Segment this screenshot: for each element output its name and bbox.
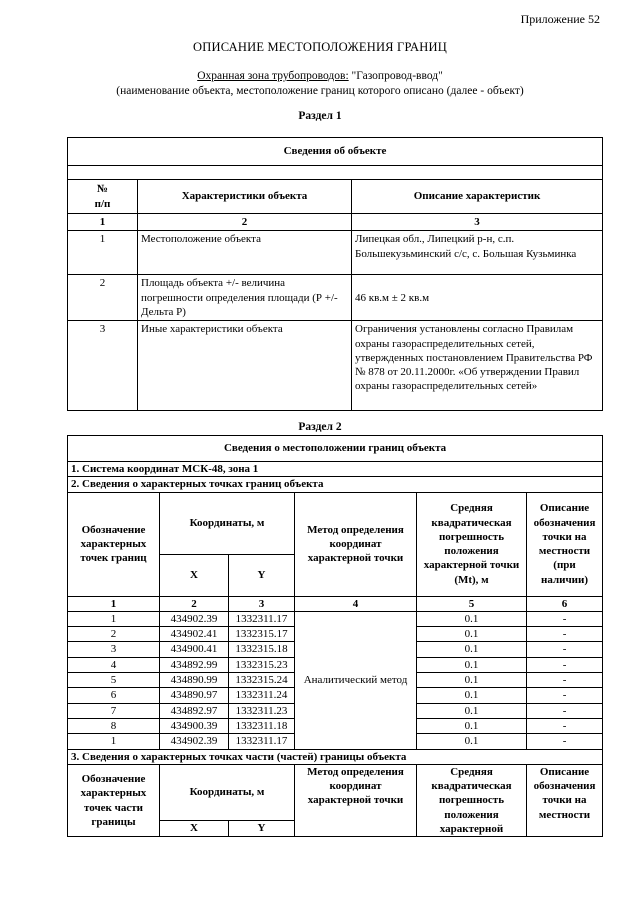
point-x: 434900.41 [160, 642, 229, 657]
row-no: 1 [68, 231, 138, 275]
coord-system: 1. Система координат МСК-48, зона 1 [68, 462, 603, 477]
point-x: 434890.97 [160, 688, 229, 703]
point-error: 0.1 [417, 657, 527, 672]
col-method-part-header: Метод определения координат характерной точки [295, 764, 417, 836]
point-y: 1332311.24 [229, 688, 295, 703]
num-cell: 6 [527, 596, 603, 611]
row-desc: Ограничения установлены согласно Правилам охраны газораспределительных сетей, утвержденных постановлением Правительства РФ № 878 от 20.11.2000г. «Об утверждении Правил охраны газораспределительных сетей» [352, 321, 603, 411]
row-no: 2 [68, 275, 138, 321]
zone-line [0, 70, 640, 82]
col-point-part-header: Обозначение характерных точек части границы [68, 764, 160, 836]
point-id: 6 [68, 688, 160, 703]
point-description: - [527, 657, 603, 672]
point-description: - [527, 734, 603, 749]
table-row [68, 231, 603, 275]
zone-note: (наименование объекта, местоположение границ которого описано (далее - объект) [116, 85, 524, 97]
col-x-header: X [160, 554, 229, 596]
boundary-title: Сведения о местоположении границ объекта [68, 436, 603, 462]
row-char: Площадь объекта +/- величина погрешности определения площади (Р +/- Дельта Р) [138, 275, 352, 321]
num-cell: 3 [352, 214, 603, 231]
point-error: 0.1 [417, 642, 527, 657]
point-description: - [527, 703, 603, 718]
point-y: 1332315.24 [229, 673, 295, 688]
col-char-header: Характеристики объекта [138, 180, 352, 214]
point-x: 434902.39 [160, 611, 229, 626]
row-char: Иные характеристики объекта [138, 321, 352, 411]
row-char: Местоположение объекта [138, 231, 352, 275]
point-error: 0.1 [417, 627, 527, 642]
boundary-table [67, 435, 603, 837]
num-cell: 2 [138, 214, 352, 231]
num-cell: 2 [160, 596, 229, 611]
num-cell: 3 [229, 596, 295, 611]
point-description: - [527, 642, 603, 657]
col-method-header: Метод определения координат характерной точки [295, 492, 417, 596]
point-description: - [527, 688, 603, 703]
col-point-header: Обозначение характерных точек границ [68, 492, 160, 596]
point-id: 4 [68, 657, 160, 672]
point-id: 2 [68, 627, 160, 642]
col-descr-header: Описание обозначения точки на местности (при наличии) [527, 492, 603, 596]
point-error: 0.1 [417, 718, 527, 733]
col-desc-header: Описание характеристик [352, 180, 603, 214]
point-error: 0.1 [417, 703, 527, 718]
point-x: 434900.39 [160, 718, 229, 733]
point-x: 434892.97 [160, 703, 229, 718]
num-cell: 4 [295, 596, 417, 611]
point-y: 1332311.18 [229, 718, 295, 733]
point-x: 434902.39 [160, 734, 229, 749]
point-x: 434890.99 [160, 673, 229, 688]
col-y-part-header: Y [229, 820, 295, 836]
row-desc: Липецкая обл., Липецкий р-н, с.п. Большекузьминский с/с, с. Большая Кузьминка [352, 231, 603, 275]
row-desc: 46 кв.м ± 2 кв.м [352, 275, 603, 321]
point-y: 1332315.18 [229, 642, 295, 657]
col-descr-part-header: Описание обозначения точки на местности [527, 764, 603, 836]
table-row [68, 611, 603, 626]
table-row [68, 275, 603, 321]
part-points-subtitle: 3. Сведения о характерных точках части (частей) границы объекта [68, 749, 603, 764]
num-cell: 1 [68, 214, 138, 231]
col-error-header: Средняя квадратическая погрешность положения характерной точки (Mt), м [417, 492, 527, 596]
point-error: 0.1 [417, 734, 527, 749]
point-y: 1332311.23 [229, 703, 295, 718]
point-id: 1 [68, 734, 160, 749]
point-id: 8 [68, 718, 160, 733]
point-y: 1332311.17 [229, 611, 295, 626]
point-description: - [527, 673, 603, 688]
object-info-title: Сведения об объекте [68, 138, 603, 166]
zone-name: "Газопровод-ввод" [351, 70, 443, 82]
point-error: 0.1 [417, 688, 527, 703]
point-id: 3 [68, 642, 160, 657]
col-coords-part-header: Координаты, м [160, 764, 295, 820]
point-id: 7 [68, 703, 160, 718]
point-error: 0.1 [417, 611, 527, 626]
point-description: - [527, 718, 603, 733]
document-title: ОПИСАНИЕ МЕСТОПОЛОЖЕНИЯ ГРАНИЦ [193, 40, 447, 54]
points-subtitle: 2. Сведения о характерных точках границ объекта [68, 477, 603, 492]
zone-label: Охранная зона трубопроводов: [197, 70, 349, 82]
col-error-part-header: Средняя квадратическая погрешность положения характерной [417, 764, 527, 836]
num-cell: 5 [417, 596, 527, 611]
point-id: 5 [68, 673, 160, 688]
point-id: 1 [68, 611, 160, 626]
appendix-label: Приложение 52 [520, 12, 600, 26]
point-y: 1332311.17 [229, 734, 295, 749]
col-y-header: Y [229, 554, 295, 596]
point-x: 434902.41 [160, 627, 229, 642]
point-description: - [527, 611, 603, 626]
section1-title: Раздел 1 [298, 110, 342, 122]
col-x-part-header: X [160, 820, 229, 836]
object-info-table [67, 137, 603, 411]
point-x: 434892.99 [160, 657, 229, 672]
num-cell: 1 [68, 596, 160, 611]
point-y: 1332315.23 [229, 657, 295, 672]
section2-title: Раздел 2 [298, 421, 342, 433]
table-row [68, 321, 603, 411]
point-error: 0.1 [417, 673, 527, 688]
row-no: 3 [68, 321, 138, 411]
method-cell: Аналитический метод [295, 611, 417, 749]
col-no-header: № п/п [68, 180, 138, 214]
spacer-row [68, 166, 603, 180]
point-description: - [527, 627, 603, 642]
col-coords-header: Координаты, м [160, 492, 295, 554]
point-y: 1332315.17 [229, 627, 295, 642]
